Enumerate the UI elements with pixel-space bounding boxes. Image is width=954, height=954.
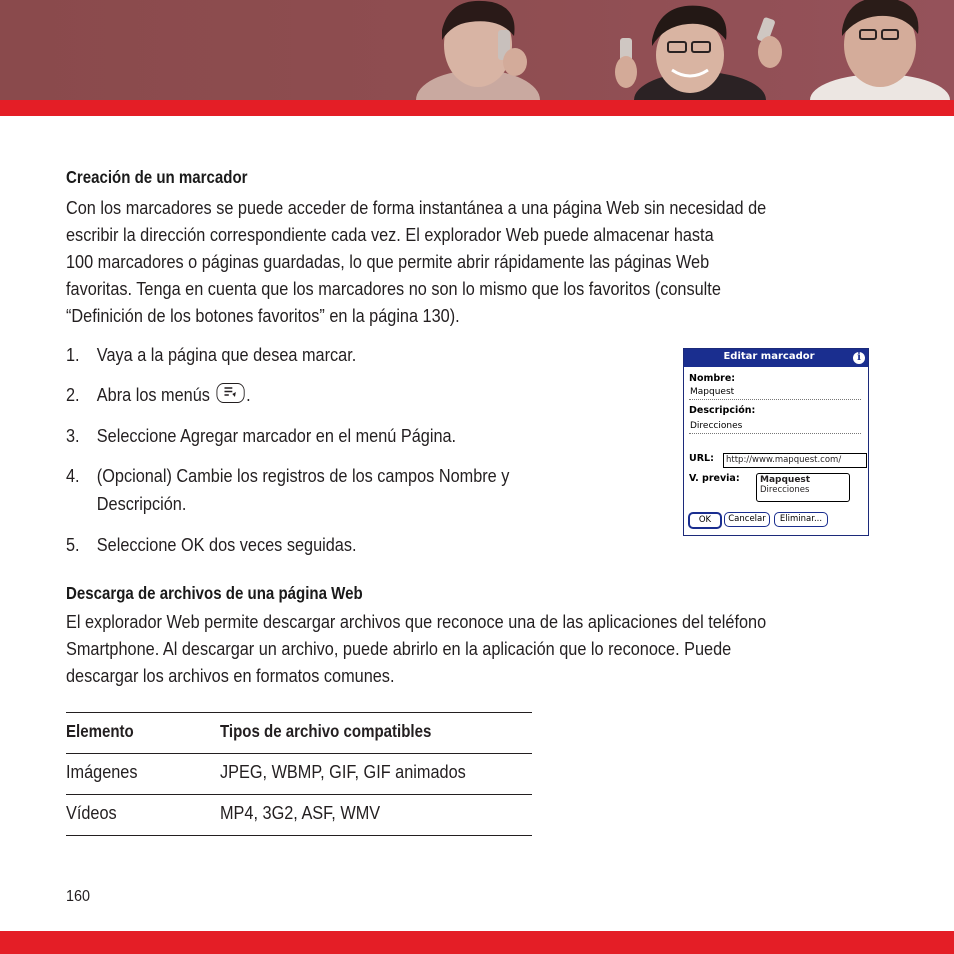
table-row [66, 753, 532, 794]
paragraph-line: favoritas. Tenga en cuenta que los marcadores no son lo mismo que los favoritos (consulte [66, 278, 721, 299]
delete-button[interactable]: Eliminar... [774, 512, 828, 527]
url-field[interactable]: http://www.mapquest.com/ [723, 453, 867, 468]
step-item [66, 341, 356, 369]
step-number: 1. [66, 344, 80, 365]
header-rule [0, 100, 954, 116]
description-field[interactable]: Direcciones [690, 421, 743, 431]
preview-title: Mapquest [760, 475, 811, 485]
preview-subtitle: Direcciones [760, 485, 810, 495]
cancel-button[interactable]: Cancelar [724, 512, 770, 527]
field-underline [689, 433, 861, 434]
step-item [66, 422, 456, 450]
preview-box [756, 473, 850, 502]
table-cell: Imágenes [66, 761, 138, 782]
step-text: Seleccione OK dos veces seguidas. [96, 534, 357, 555]
dialog-title-bar [684, 349, 868, 367]
section-heading-create-bookmark: Creación de un marcador [66, 167, 248, 187]
name-label: Nombre: [689, 373, 736, 384]
paragraph-line: descargar los archivos en formatos comunes. [66, 665, 395, 686]
step-text: Seleccione Agregar marcador en el menú Página. [96, 425, 457, 446]
info-icon[interactable]: i [853, 352, 865, 364]
step-text: Vaya a la página que desea marcar. [96, 344, 357, 365]
table-header-cell: Tipos de archivo compatibles [220, 721, 432, 741]
file-types-table [66, 712, 532, 836]
field-underline [689, 399, 861, 400]
paragraph-line: escribir la dirección correspondiente cada vez. El explorador Web puede almacenar hasta [66, 224, 714, 245]
table-cell: MP4, 3G2, ASF, WMV [220, 802, 381, 823]
paragraph-line: “Definición de los botones favoritos” en la página 130). [66, 305, 460, 326]
header-banner [0, 0, 954, 100]
dialog-title: Editar marcador [723, 351, 815, 362]
table-cell: Vídeos [66, 802, 117, 823]
step-number: 5. [66, 534, 80, 555]
step-text: (Opcional) Cambie los registros de los campos Nombre y [96, 465, 510, 486]
url-label: URL: [689, 453, 714, 464]
step-number: 2. [66, 384, 80, 405]
step-text-continued: Descripción. [96, 493, 187, 514]
step-item [66, 531, 357, 559]
step-item [66, 381, 251, 409]
edit-bookmark-screenshot [683, 348, 869, 536]
preview-label: V. previa: [689, 473, 740, 484]
table-header-cell: Elemento [66, 721, 134, 741]
step-number: 3. [66, 425, 80, 446]
page-number: 160 [66, 888, 91, 905]
paragraph-line: El explorador Web permite descargar archivos que reconoce una de las aplicaciones del teléfono [66, 611, 767, 632]
step-text: Abra los menús [96, 384, 210, 405]
paragraph-line: Con los marcadores se puede acceder de forma instantánea a una página Web sin necesidad de [66, 197, 767, 218]
paragraph-line: 100 marcadores o páginas guardadas, lo que permite abrir rápidamente las páginas Web [66, 251, 710, 272]
header-photo [0, 0, 954, 100]
section-heading-download-files: Descarga de archivos de una página Web [66, 583, 363, 603]
paragraph-line: Smartphone. Al descargar un archivo, puede abrirlo en la aplicación que lo reconoce. Puede [66, 638, 732, 659]
name-field[interactable]: Mapquest [690, 387, 735, 397]
step-item [66, 462, 509, 518]
step-number: 4. [66, 465, 80, 486]
table-cell: JPEG, WBMP, GIF, GIF animados [220, 761, 466, 782]
table-row [66, 794, 532, 836]
table-header-row [66, 712, 532, 753]
footer-rule [0, 931, 954, 954]
description-label: Descripción: [689, 405, 756, 416]
step-text-end: . [246, 384, 251, 405]
menu-key-icon [216, 383, 244, 403]
ok-button[interactable]: OK [688, 512, 722, 529]
